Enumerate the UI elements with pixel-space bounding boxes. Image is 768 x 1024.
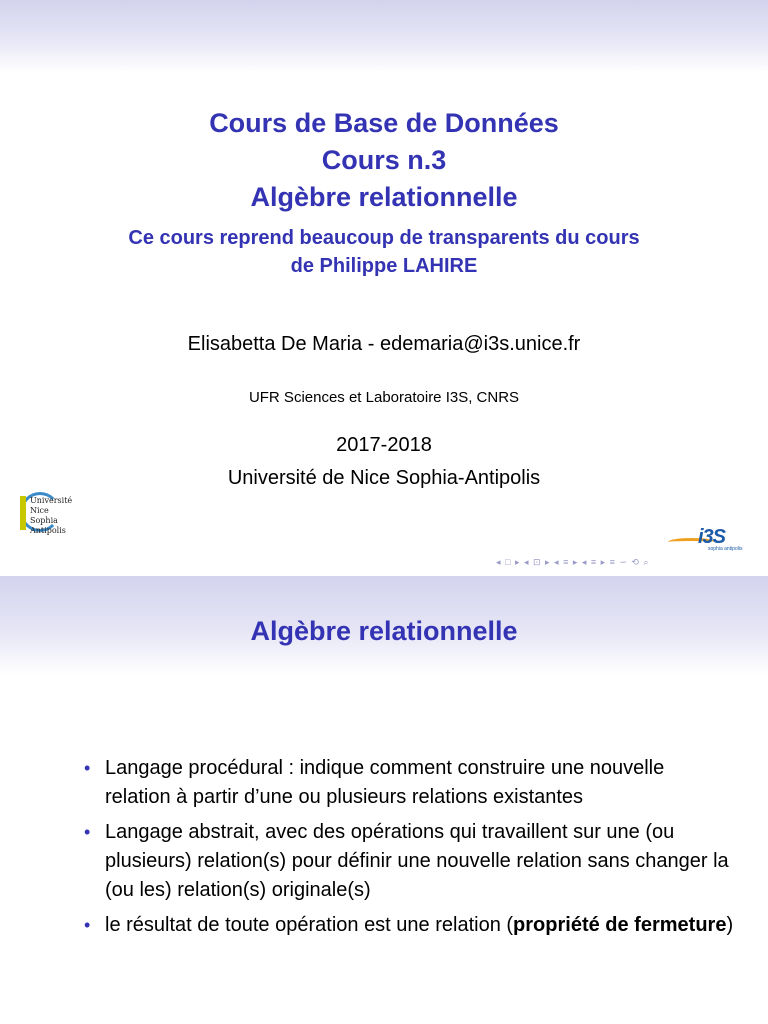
- beamer-navigation-bar[interactable]: ◂ □ ▸ ◂ ⊡ ▸ ◂ ≡ ▸ ◂ ≡ ▸ ≡ ∽ ⟲ ⌕: [496, 557, 650, 567]
- list-item: [84, 818, 734, 905]
- list-item: [84, 754, 734, 812]
- bullet-text: Langage procédural : indique comment construire une nouvelle relation à partir d’une ou plusieurs relations existantes: [105, 757, 665, 808]
- academic-year: 2017-2018: [336, 434, 432, 456]
- unice-logo-line-3: Sophia Antipolis: [30, 516, 66, 535]
- bullet-list: [84, 754, 734, 946]
- bullet-icon: •: [84, 915, 91, 935]
- course-number: Cours n.3: [321, 145, 447, 175]
- university: Université de Nice Sophia-Antipolis: [227, 467, 541, 489]
- bullet-icon: •: [84, 822, 91, 842]
- bullet-text-before: le résultat de toute opération est une relation (: [105, 914, 514, 936]
- i3s-logo: [668, 524, 764, 554]
- subtitle-line-1: Ce cours reprend beaucoup de transparents du cours: [128, 227, 640, 249]
- i3s-logo-tag: sophia antipolis: [708, 546, 743, 552]
- bullet-text-after: ): [726, 914, 734, 936]
- header-band: [0, 0, 768, 72]
- list-item: [84, 911, 734, 940]
- bullet-text-bold: propriété de fermeture: [513, 914, 727, 936]
- content-slide: [0, 576, 768, 1024]
- course-topic: Algèbre relationnelle: [250, 182, 518, 212]
- subtitle-line-2: de Philippe LAHIRE: [290, 255, 478, 277]
- author: Elisabetta De Maria - edemaria@i3s.unice.fr: [187, 333, 581, 355]
- institution: UFR Sciences et Laboratoire I3S, CNRS: [248, 389, 520, 406]
- unice-logo: [16, 490, 96, 536]
- i3s-logo-mark: i3S: [698, 526, 726, 548]
- course-title: Cours de Base de Données: [209, 108, 559, 138]
- unice-logo-line-2: Nice: [30, 506, 49, 515]
- slide-title: Algèbre relationnelle: [250, 616, 518, 646]
- bullet-text: Langage abstrait, avec des opérations qui travaillent sur une (ou plusieurs) relation(s) pour définir une nouvelle relation sans changer la (ou les) relation(s) originale(s): [105, 821, 729, 901]
- bullet-icon: •: [84, 758, 91, 778]
- unice-logo-line-1: Université: [30, 496, 73, 505]
